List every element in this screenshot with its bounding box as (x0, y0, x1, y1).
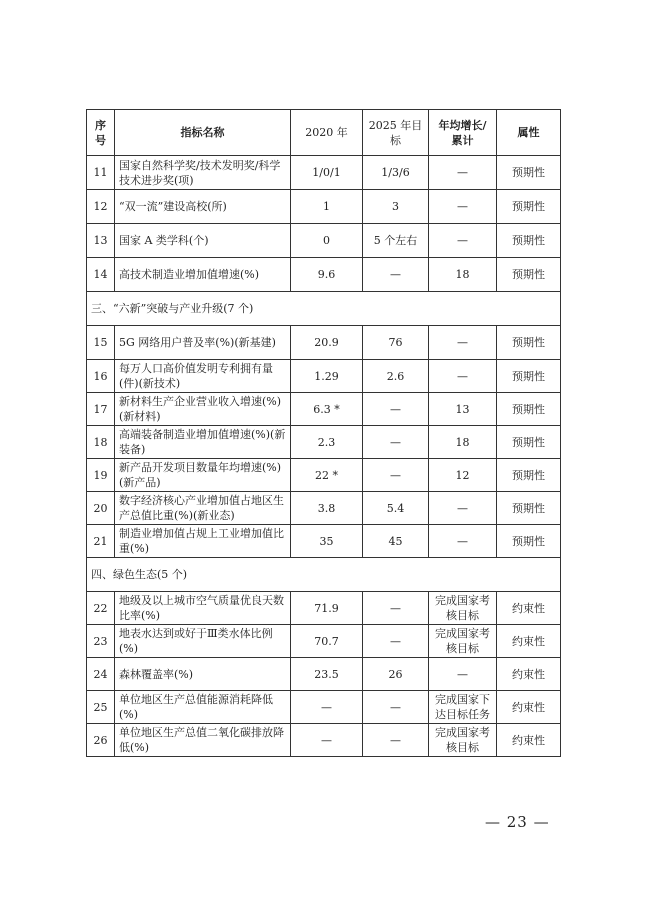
row-no: 26 (87, 724, 115, 757)
row-growth: 完成国家下达目标任务 (429, 691, 497, 724)
row-2025: — (363, 625, 429, 658)
row-growth: 完成国家考核目标 (429, 625, 497, 658)
row-name: 制造业增加值占规上工业增加值比重(%) (115, 525, 291, 558)
row-2025: — (363, 691, 429, 724)
row-growth: — (429, 156, 497, 190)
row-2020: 2.3 (291, 426, 363, 459)
row-name: 每万人口高价值发明专利拥有量(件)(新技术) (115, 360, 291, 393)
row-attr: 预期性 (497, 360, 561, 393)
header-2025: 2025 年目标 (363, 110, 429, 156)
table-row (87, 492, 561, 525)
row-name: 高技术制造业增加值增速(%) (115, 258, 291, 292)
row-2025: 76 (363, 326, 429, 360)
table-row (87, 190, 561, 224)
row-name: 单位地区生产总值能源消耗降低(%) (115, 691, 291, 724)
row-2020: 70.7 (291, 625, 363, 658)
row-2025: 45 (363, 525, 429, 558)
row-2025: 5.4 (363, 492, 429, 525)
row-name: 单位地区生产总值二氧化碳排放降低(%) (115, 724, 291, 757)
section-row (87, 292, 561, 326)
table-row (87, 156, 561, 190)
table-row (87, 326, 561, 360)
row-growth: 12 (429, 459, 497, 492)
row-2020: — (291, 724, 363, 757)
row-2020: 3.8 (291, 492, 363, 525)
row-attr: 约束性 (497, 691, 561, 724)
table-row (87, 525, 561, 558)
row-name: 国家 A 类学科(个) (115, 224, 291, 258)
row-2020: 23.5 (291, 658, 363, 691)
row-name: 国家自然科学奖/技术发明奖/科学技术进步奖(项) (115, 156, 291, 190)
row-2025: — (363, 426, 429, 459)
row-attr: 预期性 (497, 156, 561, 190)
row-2025: — (363, 724, 429, 757)
row-growth: 13 (429, 393, 497, 426)
row-growth: 18 (429, 258, 497, 292)
row-2020: 0 (291, 224, 363, 258)
header-name: 指标名称 (115, 110, 291, 156)
header-2020: 2020 年 (291, 110, 363, 156)
row-name: 5G 网络用户普及率(%)(新基建) (115, 326, 291, 360)
table-row (87, 459, 561, 492)
row-no: 11 (87, 156, 115, 190)
row-attr: 预期性 (497, 459, 561, 492)
table-row (87, 258, 561, 292)
row-no: 12 (87, 190, 115, 224)
row-no: 24 (87, 658, 115, 691)
row-attr: 约束性 (497, 724, 561, 757)
row-2025: 2.6 (363, 360, 429, 393)
row-2025: 5 个左右 (363, 224, 429, 258)
row-attr: 预期性 (497, 258, 561, 292)
row-growth: — (429, 190, 497, 224)
row-attr: 预期性 (497, 393, 561, 426)
row-growth: — (429, 658, 497, 691)
row-2020: 1 (291, 190, 363, 224)
row-2025: 3 (363, 190, 429, 224)
row-no: 22 (87, 592, 115, 625)
table-row (87, 658, 561, 691)
table-row (87, 224, 561, 258)
table-row (87, 724, 561, 757)
row-no: 16 (87, 360, 115, 393)
row-attr: 预期性 (497, 492, 561, 525)
header-no: 序号 (87, 110, 115, 156)
row-no: 25 (87, 691, 115, 724)
row-growth: 完成国家考核目标 (429, 724, 497, 757)
header-attr: 属性 (497, 110, 561, 156)
row-name: 高端装备制造业增加值增速(%)(新装备) (115, 426, 291, 459)
row-attr: 约束性 (497, 592, 561, 625)
row-name: 森林覆盖率(%) (115, 658, 291, 691)
row-growth: — (429, 224, 497, 258)
row-2020: — (291, 691, 363, 724)
row-name: 地表水达到或好于Ⅲ类水体比例(%) (115, 625, 291, 658)
row-growth: — (429, 492, 497, 525)
row-no: 19 (87, 459, 115, 492)
table-row (87, 393, 561, 426)
row-growth: 完成国家考核目标 (429, 592, 497, 625)
row-attr: 约束性 (497, 658, 561, 691)
row-2020: 9.6 (291, 258, 363, 292)
row-growth: — (429, 360, 497, 393)
section-row (87, 558, 561, 592)
row-attr: 预期性 (497, 426, 561, 459)
row-attr: 预期性 (497, 190, 561, 224)
row-growth: 18 (429, 426, 497, 459)
table-row (87, 625, 561, 658)
row-growth: — (429, 525, 497, 558)
row-2020: 20.9 (291, 326, 363, 360)
row-growth: — (429, 326, 497, 360)
table-row (87, 592, 561, 625)
table-row (87, 360, 561, 393)
table-row (87, 691, 561, 724)
row-name: 数字经济核心产业增加值占地区生产总值比重(%)(新业态) (115, 492, 291, 525)
row-no: 20 (87, 492, 115, 525)
row-2020: 22 * (291, 459, 363, 492)
section-title: 四、绿色生态(5 个) (87, 558, 561, 592)
row-2020: 71.9 (291, 592, 363, 625)
row-attr: 预期性 (497, 224, 561, 258)
row-no: 21 (87, 525, 115, 558)
row-no: 15 (87, 326, 115, 360)
row-no: 23 (87, 625, 115, 658)
header-growth: 年均增长/累计 (429, 110, 497, 156)
row-2025: — (363, 393, 429, 426)
row-2025: — (363, 592, 429, 625)
table-row (87, 426, 561, 459)
row-name: “双一流”建设高校(所) (115, 190, 291, 224)
row-no: 14 (87, 258, 115, 292)
row-no: 13 (87, 224, 115, 258)
page-number: — 23 — (485, 813, 550, 831)
indicators-table (86, 109, 561, 757)
row-no: 17 (87, 393, 115, 426)
row-attr: 约束性 (497, 625, 561, 658)
row-2020: 1/0/1 (291, 156, 363, 190)
row-2020: 35 (291, 525, 363, 558)
row-name: 地级及以上城市空气质量优良天数比率(%) (115, 592, 291, 625)
row-name: 新材料生产企业营业收入增速(%)(新材料) (115, 393, 291, 426)
table-header-row (87, 110, 561, 156)
row-name: 新产品开发项目数量年均增速(%)(新产品) (115, 459, 291, 492)
row-2025: 1/3/6 (363, 156, 429, 190)
section-title: 三、“六新”突破与产业升级(7 个) (87, 292, 561, 326)
row-attr: 预期性 (497, 326, 561, 360)
row-attr: 预期性 (497, 525, 561, 558)
row-no: 18 (87, 426, 115, 459)
row-2025: — (363, 258, 429, 292)
row-2025: — (363, 459, 429, 492)
row-2025: 26 (363, 658, 429, 691)
row-2020: 1.29 (291, 360, 363, 393)
row-2020: 6.3 * (291, 393, 363, 426)
